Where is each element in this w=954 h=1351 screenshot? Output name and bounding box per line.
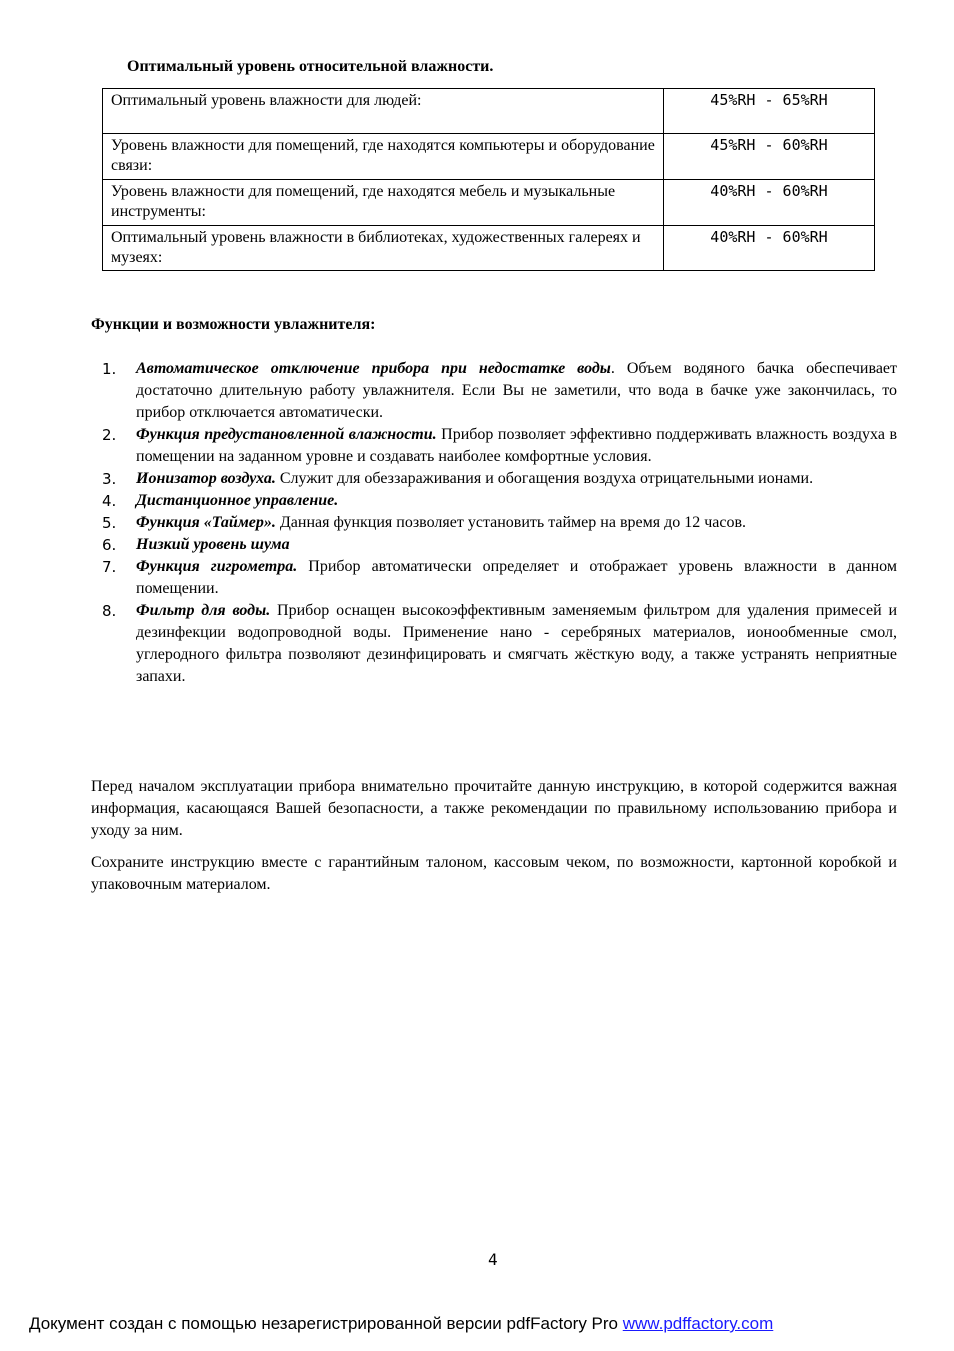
list-number: 2. [102, 426, 117, 444]
page-number: 4 [488, 1250, 498, 1269]
list-number: 5. [102, 514, 117, 532]
feature-text: . Объем водяного бачка обеспечивает достаточно длительную работу увлажнителя. Если Вы не заметили, что вода в бачке уже закончилась, то прибор отключается автоматически. [136, 360, 898, 421]
list-item [0, 358, 897, 424]
feature-text: Служит для обеззараживания и обогащения воздуха отрицательными ионами. [275, 470, 814, 487]
instruction-paragraph: Перед началом эксплуатации прибора внимательно прочитайте данную инструкцию, в которой содержится важная информация, касающаяся Вашей безопасности, а также рекомендации по правильному использованию прибора и уходу за ним. [91, 778, 897, 839]
list-item [0, 424, 897, 468]
feature-text: Прибор автоматически определяет и отображает уровень влажности в данном помещении. [136, 558, 897, 597]
list-item [0, 490, 897, 512]
row-value: 45%RH - 65%RH [664, 89, 875, 134]
feature-lead: Автоматическое отключение прибора при недостатке воды [136, 360, 611, 377]
list-number: 6. [102, 536, 117, 554]
feature-lead: Фильтр для воды. [136, 602, 271, 619]
row-label: Оптимальный уровень влажности для людей: [103, 89, 664, 134]
feature-lead: Дистанционное управление. [136, 492, 339, 509]
section-title: Оптимальный уровень относительной влажности. [127, 58, 494, 75]
feature-lead: Функция «Таймер». [136, 514, 276, 531]
row-value: 40%RH - 60%RH [664, 180, 875, 226]
footer-link[interactable]: www.pdffactory.com [622, 1314, 774, 1333]
list-number: 8. [102, 602, 117, 620]
features-list [0, 358, 897, 688]
feature-lead: Функция гигрометра. [136, 558, 298, 575]
list-number: 1. [102, 360, 117, 378]
table-row [103, 180, 875, 226]
list-item [0, 556, 897, 600]
list-item [0, 512, 897, 534]
list-item [0, 600, 897, 688]
list-item [0, 534, 897, 556]
row-label: Уровень влажности для помещений, где находятся мебель и музыкальные инструменты: [103, 180, 664, 226]
storage-paragraph: Сохраните инструкцию вместе с гарантийным талоном, кассовым чеком, по возможности, картонной коробкой и упаковочным материалом. [91, 854, 897, 893]
humidity-table [102, 88, 875, 271]
feature-lead: Низкий уровень шума [136, 536, 290, 553]
table-row [103, 134, 875, 180]
feature-lead: Функция предустановленной влажности. [136, 426, 437, 443]
features-heading: Функции и возможности увлажнителя: [91, 316, 376, 333]
feature-text: Данная функция позволяет установить таймер на время до 12 часов. [275, 514, 747, 531]
list-number: 3. [102, 470, 117, 488]
table-row [103, 226, 875, 271]
table-row [103, 89, 875, 134]
row-label: Оптимальный уровень влажности в библиотеках, художественных галереях и музеях: [103, 226, 664, 271]
row-value: 45%RH - 60%RH [664, 134, 875, 180]
list-number: 4. [102, 492, 117, 510]
feature-lead: Ионизатор воздуха. [136, 470, 276, 487]
feature-text: Прибор позволяет эффективно поддерживать влажность воздуха в помещении на заданном уровне и создавать наиболее комфортные условия. [136, 426, 897, 465]
footer-watermark [29, 1314, 773, 1334]
list-number: 7. [102, 558, 117, 576]
row-label: Уровень влажности для помещений, где находятся компьютеры и оборудование связи: [103, 134, 664, 180]
list-item [0, 468, 897, 490]
feature-text: Прибор оснащен высокоэффективным заменяемым фильтром для удаления примесей и дезинфекции водопроводной воды. Применение нано - серебряных материалов, ионообменные смол, углеродного фильтра позволяют дезинфицировать и смягчать жёсткую воду, а также устранять неприятные запахи. [136, 602, 898, 685]
row-value: 40%RH - 60%RH [664, 226, 875, 271]
footer-text: Документ создан с помощью незарегистрированной версии pdfFactory Pro [29, 1314, 623, 1333]
